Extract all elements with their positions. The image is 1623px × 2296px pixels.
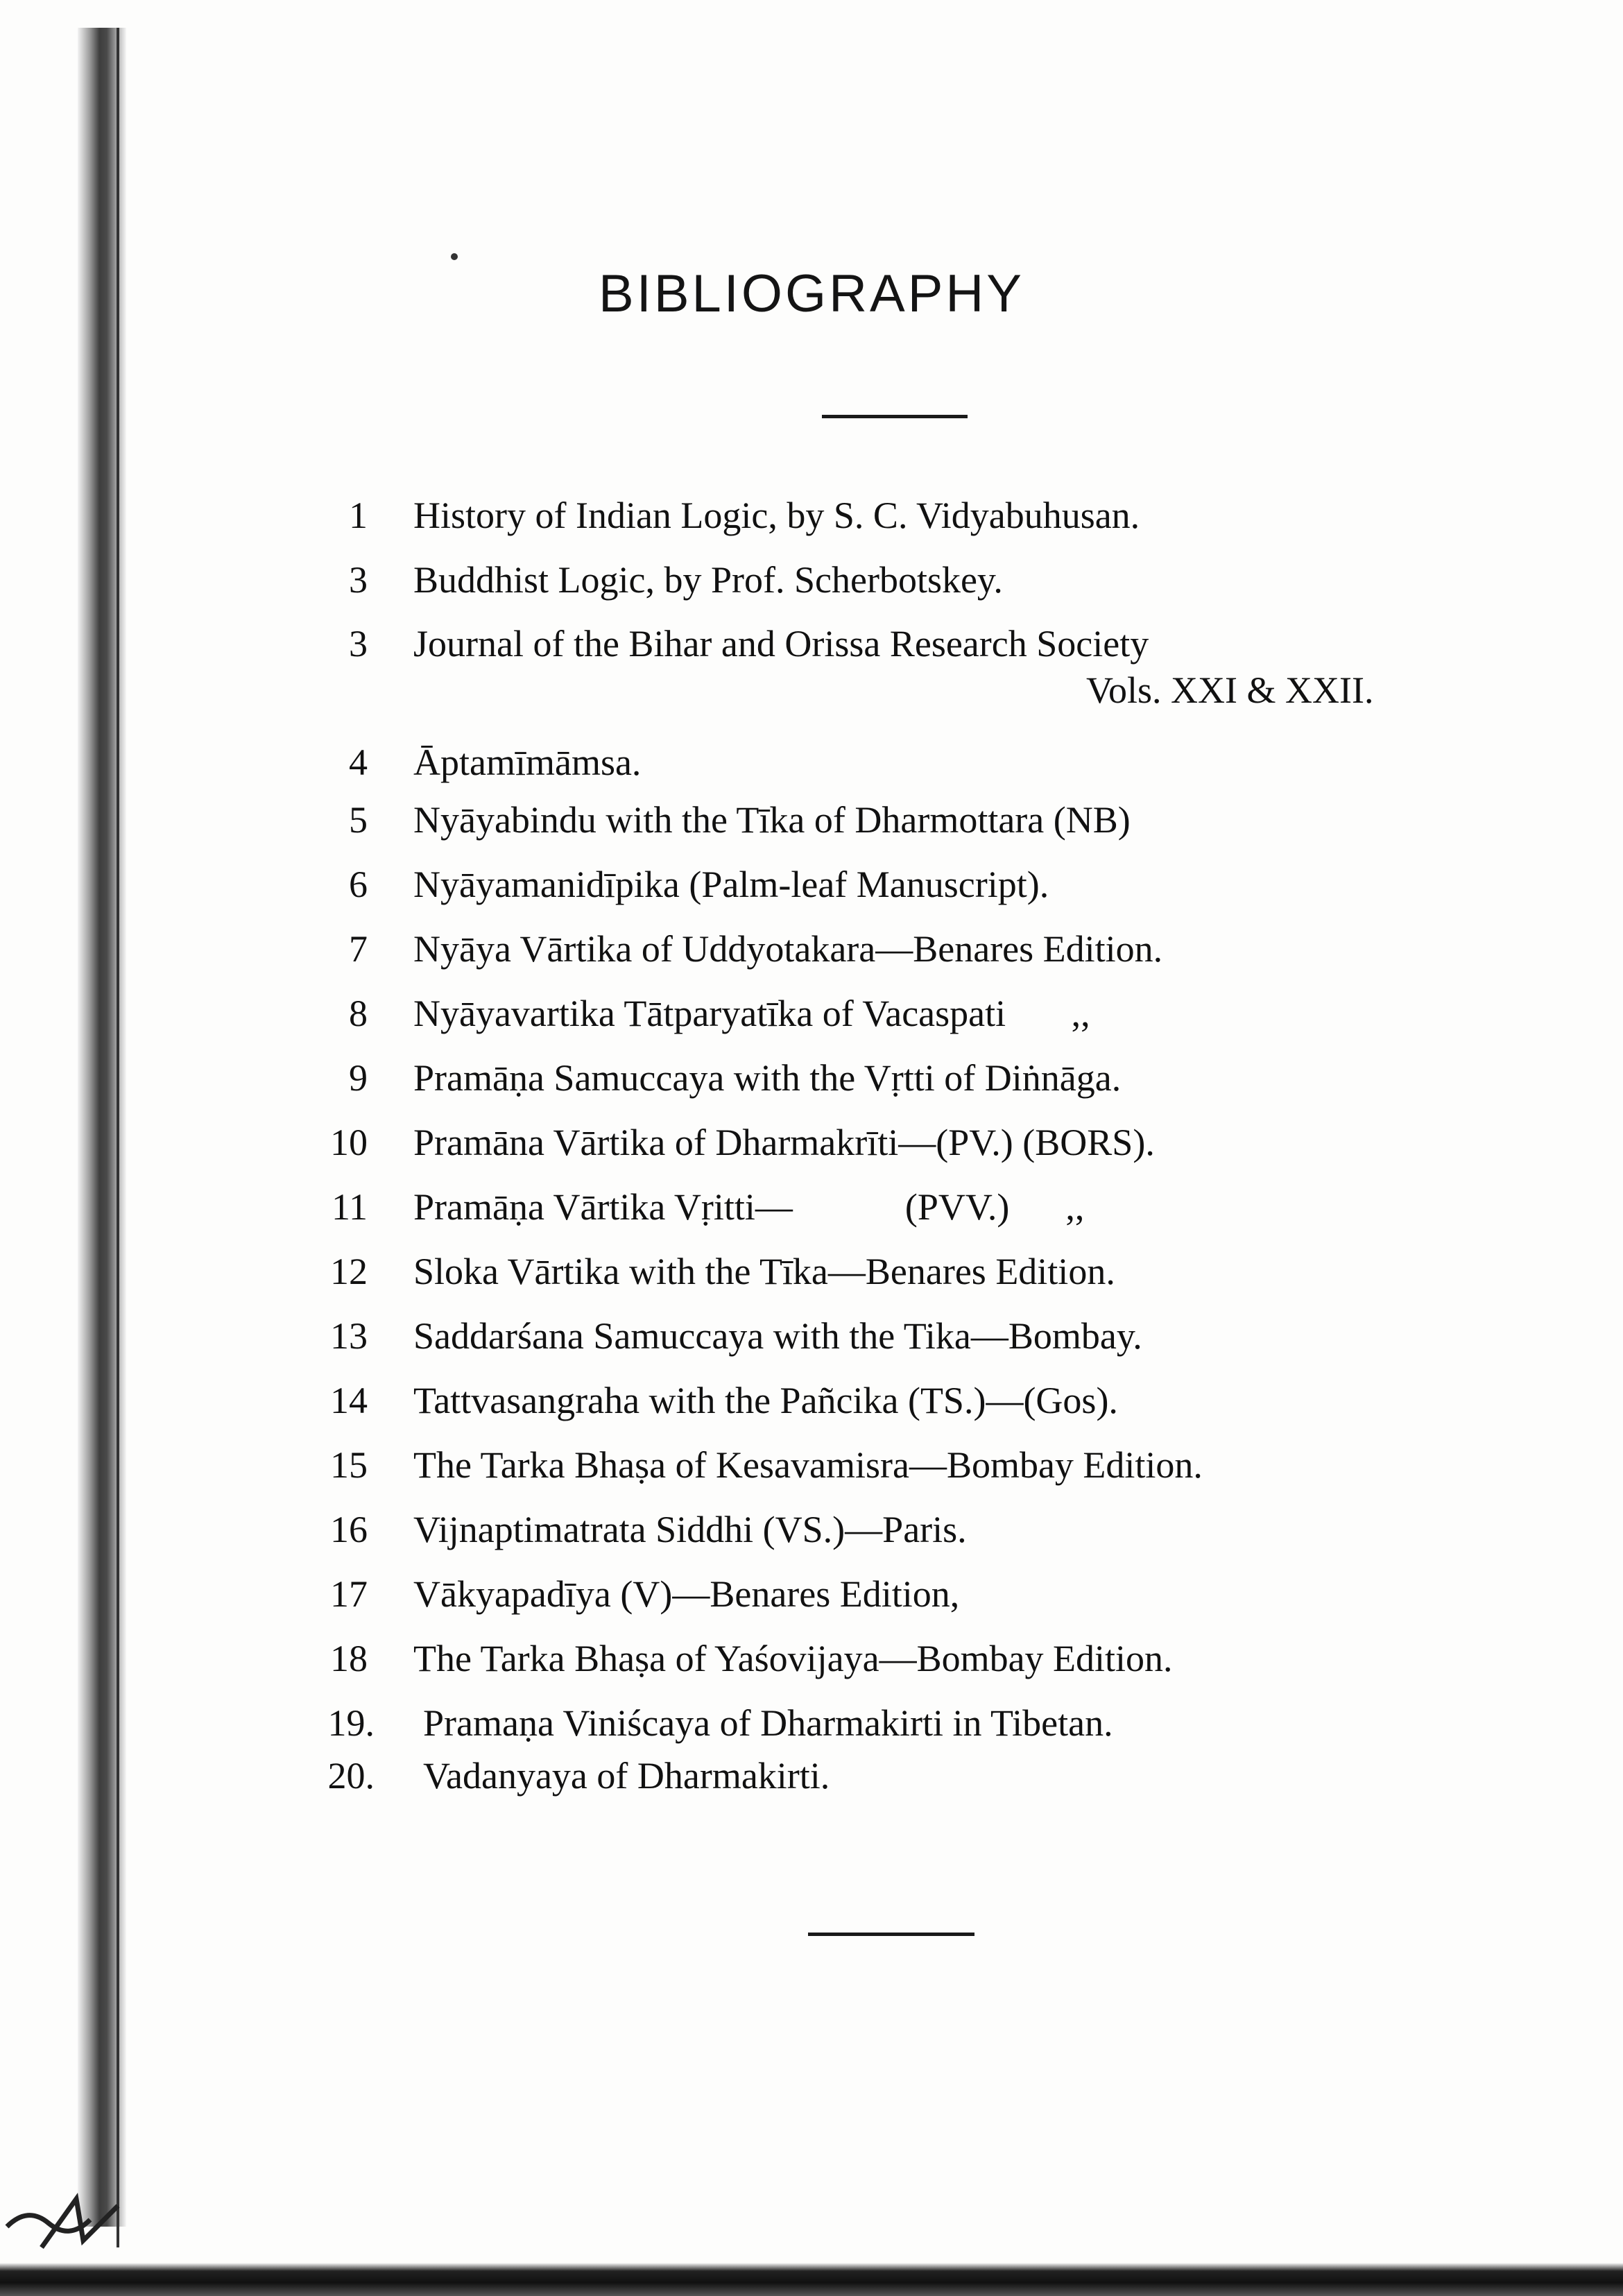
entry-number: 5 <box>349 799 368 841</box>
entry-text: Nyāyamanidīpika (Palm-leaf Manuscript). <box>413 864 1049 905</box>
entry-number: 3 <box>349 623 368 665</box>
entry-number: 17 <box>330 1573 368 1615</box>
entry-number: 13 <box>330 1315 368 1357</box>
entry-number: 9 <box>349 1057 368 1099</box>
entry-text: Vākyapadīya (V)—Benares Edition, <box>413 1573 960 1615</box>
entry-text: Pramāṇa Samuccaya with the Vṛtti of Diṅnāga. <box>413 1057 1122 1099</box>
entry-number: 7 <box>349 928 368 970</box>
handwritten-scribble-icon <box>0 2185 139 2261</box>
scan-bottom-edge <box>0 2263 1623 2296</box>
entry-number: 19. <box>327 1702 375 1744</box>
entry-text: Journal of the Bihar and Orissa Research Society <box>413 623 1149 665</box>
entry-text: Tattvasangraha with the Pañcika (TS.)—(Gos). <box>413 1380 1118 1421</box>
entry-text: Sloka Vārtika with the Tīka—Benares Edition. <box>413 1251 1115 1292</box>
entry-number: 4 <box>349 742 368 783</box>
closing-rule <box>808 1933 974 1936</box>
entry-number: 10 <box>330 1122 368 1163</box>
entry-text: Nyāyabindu with the Tīka of Dharmottara (NB) <box>413 799 1131 841</box>
entry-number: 6 <box>349 864 368 905</box>
entry-number: 14 <box>330 1380 368 1421</box>
entry-text: Vijnaptimatrata Siddhi (VS.)—Paris. <box>413 1509 967 1550</box>
entry-text: Pramāṇa Vārtika Vṛitti— (PVV.) ,, <box>413 1186 1085 1228</box>
entry-continuation: Vols. XXI & XXII. <box>1086 669 1374 711</box>
entry-number: 12 <box>330 1251 368 1292</box>
entry-text: Pramaṇa Viniścaya of Dharmakirti in Tibetan. <box>423 1702 1113 1744</box>
entry-number: 16 <box>330 1509 368 1550</box>
entry-text: History of Indian Logic, by S. C. Vidyabuhusan. <box>413 495 1140 536</box>
entry-number: 11 <box>332 1186 368 1228</box>
entry-text: Āptamīmāmsa. <box>413 742 642 783</box>
entry-text: Pramāna Vārtika of Dharmakrīti—(PV.) (BORS). <box>413 1122 1155 1163</box>
entry-number: 8 <box>349 993 368 1034</box>
entry-number: 18 <box>330 1638 368 1679</box>
entry-text: Saddarśana Samuccaya with the Tika—Bombay. <box>413 1315 1142 1357</box>
entry-number: 15 <box>330 1444 368 1486</box>
entry-text: Vadanyaya of Dharmakirti. <box>423 1755 830 1797</box>
entry-number: 3 <box>349 559 368 601</box>
entry-text: Nyāyavartika Tātparyatīka of Vacaspati ,, <box>413 993 1090 1034</box>
entry-text: Nyāya Vārtika of Uddyotakara—Benares Edition. <box>413 928 1163 970</box>
entry-text: Buddhist Logic, by Prof. Scherbotskey. <box>413 559 1003 601</box>
entry-text: The Tarka Bhaṣa of Kesavamisra—Bombay Edition. <box>413 1444 1203 1486</box>
entry-number: 1 <box>349 495 368 536</box>
entry-text: The Tarka Bhaṣa of Yaśovijaya—Bombay Edition. <box>413 1638 1173 1679</box>
entry-number: 20. <box>327 1755 375 1797</box>
page-title: BIBLIOGRAPHY <box>599 264 1024 323</box>
